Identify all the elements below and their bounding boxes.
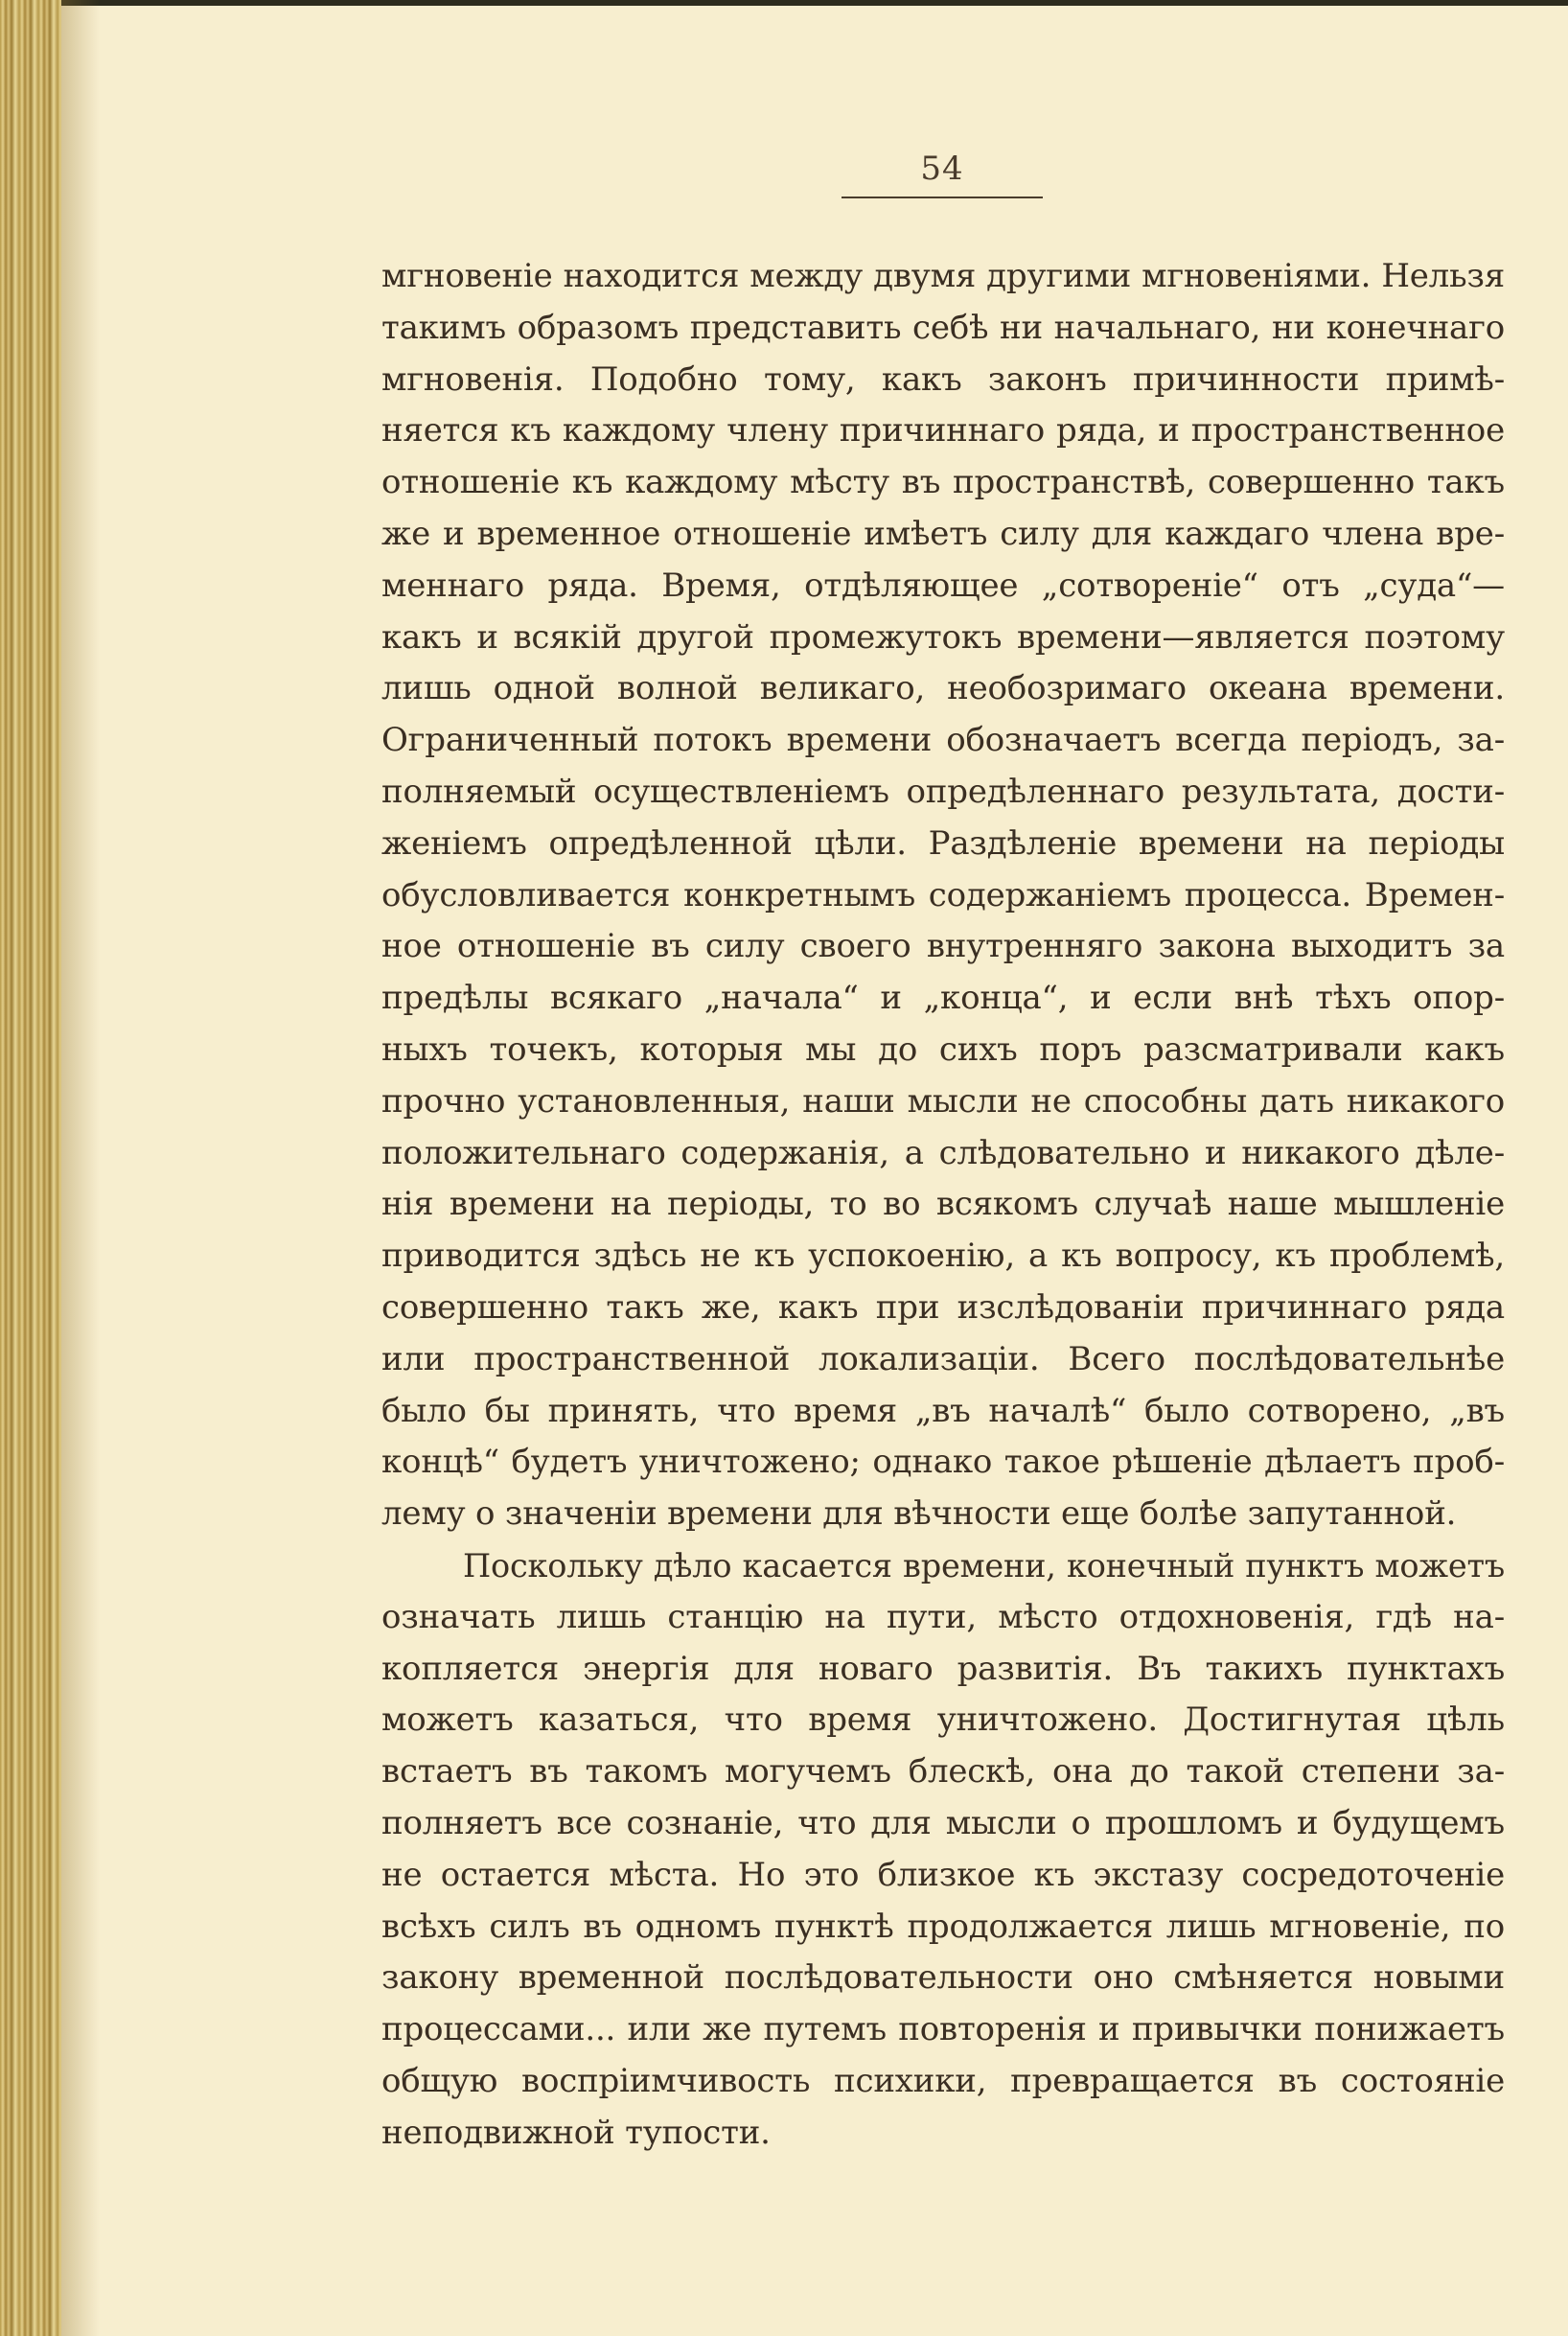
text-line: полняетъ все сознаніе, что для мысли о прошломъ и будущемъ: [381, 1803, 1505, 1842]
text-line: Поскольку дѣло касается времени, конечный пунктъ можетъ: [463, 1546, 1505, 1584]
text-line: неподвижной тупости.: [381, 2113, 771, 2152]
text-line: закону временной послѣдовательности оно смѣняется новыми: [381, 1958, 1505, 1998]
text-line: лему о значеніи времени для вѣчности еще болѣе запутанной.: [381, 1494, 1457, 1534]
paragraph: [381, 1540, 1505, 2160]
text-line: встаетъ въ такомъ могучемъ блескѣ, она до такой степени за-: [381, 1752, 1505, 1792]
page-number: 54: [920, 150, 964, 188]
text-line: положительнаго содержанія, а слѣдовательно и никакого дѣле-: [381, 1133, 1505, 1172]
text-line: не остается мѣста. Но это близкое къ экстазу сосредоточеніе: [381, 1855, 1505, 1894]
body-text: [381, 251, 1505, 2159]
text-line: всѣхъ силъ въ одномъ пунктѣ продолжается лишь мгновеніе, по: [381, 1907, 1505, 1946]
text-line: мгновеніе находится между двумя другими мгновеніями. Нельзя: [381, 257, 1505, 295]
text-line: или пространственной локализаціи. Всего послѣдовательнѣе: [381, 1339, 1505, 1378]
top-edge: [0, 0, 1568, 6]
text-line: Ограниченный потокъ времени обозначаетъ всегда періодъ, за-: [381, 721, 1505, 760]
text-line: ныхъ точекъ, которыя мы до сихъ поръ разсматривали какъ: [381, 1029, 1505, 1069]
text-line: полняемый осуществленіемъ опредѣленнаго результата, дости-: [381, 772, 1505, 811]
text-line: процессами... или же путемъ повторенія и привычки понижаетъ: [381, 2010, 1505, 2049]
text-line: обусловливается конкретнымъ содержаніемъ процесса. Времен-: [381, 875, 1505, 914]
text-line: женіемъ опредѣленной цѣли. Раздѣленіе времени на періоды: [381, 823, 1505, 863]
text-line: приводится здѣсь не къ успокоенію, а къ вопросу, къ проблемѣ,: [381, 1237, 1505, 1276]
text-line: ное отношеніе въ силу своего внутренняго закона выходитъ за: [381, 927, 1505, 966]
text-line: няется къ каждому члену причиннаго ряда, и пространственное: [381, 411, 1505, 451]
page-number-rule: [842, 197, 1043, 198]
text-line: было бы принять, что время „въ началѣ“ было сотворено, „въ: [381, 1391, 1505, 1430]
text-line: такимъ образомъ представить себѣ ни начальнаго, ни конечнаго: [381, 308, 1505, 347]
text-line: означать лишь станцію на пути, мѣсто отдохновенія, гдѣ на-: [381, 1597, 1505, 1636]
text-line: отношеніе къ каждому мѣсту въ пространствѣ, совершенно такъ: [381, 463, 1505, 502]
text-line: меннаго ряда. Время, отдѣляющее „сотвореніе“ отъ „суда“—: [381, 566, 1505, 605]
text-line: копляется энергія для новаго развитія. Въ такихъ пунктахъ: [381, 1649, 1505, 1688]
text-line: общую воспріимчивость психики, превращается въ состояніе: [381, 2061, 1505, 2100]
text-line: лишь одной волной великаго, необозримаго океана времени.: [381, 669, 1505, 708]
text-line: можетъ казаться, что время уничтожено. Достигнутая цѣль: [381, 1700, 1505, 1740]
paragraph: [381, 251, 1505, 1540]
book-binding-edge: [0, 0, 61, 2336]
text-line: прочно установленныя, наши мысли не способны дать никакого: [381, 1081, 1505, 1121]
text-line: какъ и всякій другой промежутокъ времени—является поэтому: [381, 617, 1505, 657]
text-line: же и временное отношеніе имѣетъ силу для каждаго члена вре-: [381, 514, 1505, 553]
text-line: предѣлы всякаго „начала“ и „конца“, и если внѣ тѣхъ опор-: [381, 979, 1505, 1018]
text-line: совершенно такъ же, какъ при изслѣдованіи причиннаго ряда: [381, 1287, 1505, 1327]
gutter-shadow: [61, 0, 100, 2336]
text-line: нія времени на періоды, то во всякомъ случаѣ наше мышленіе: [381, 1185, 1505, 1224]
text-line: концѣ“ будетъ уничтожено; однако такое рѣшеніе дѣлаетъ проб-: [381, 1443, 1505, 1482]
text-line: мгновенія. Подобно тому, какъ законъ причинности примѣ-: [381, 359, 1505, 399]
